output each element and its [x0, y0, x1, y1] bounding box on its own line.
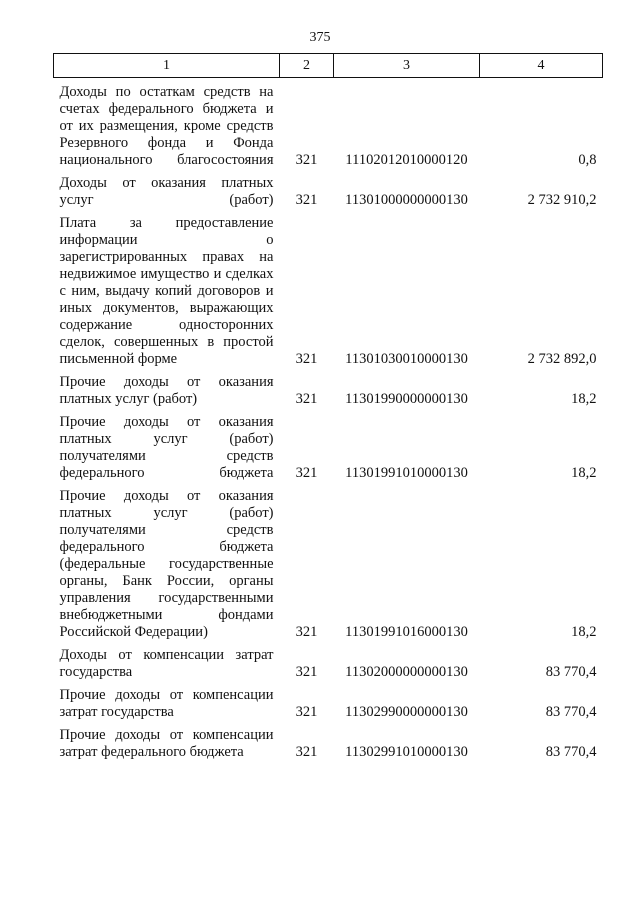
row-name: Доходы по остаткам средств на счетах федерального бюджета и от их размещения, кроме средств Резервного фонда и Фонда национального благосостояния: [59, 84, 274, 168]
revenue-table: [53, 53, 603, 767]
row-name: Плата за предоставление информации о зарегистрированных правах на недвижимое имущество и сделках с ним, выдачу копий договоров и иных документов, выражающих содержание односторонних сделок, совершенных в простой письменной форме: [59, 215, 274, 367]
row-kbk-code: 11301990000000130: [345, 391, 468, 407]
row-kbk-code: 11301991016000130: [345, 624, 468, 640]
table-row: [54, 727, 603, 767]
table-row: [54, 488, 603, 647]
row-amount: 83 770,4: [545, 744, 597, 760]
row-amount: 0,8: [578, 152, 597, 168]
row-kbk-code: 11302990000000130: [345, 704, 468, 720]
row-amount: 83 770,4: [545, 664, 597, 680]
table-row: [54, 215, 603, 374]
row-admin-code: 321: [295, 391, 318, 407]
table-row: [54, 78, 603, 176]
row-name: Прочие доходы от оказания платных услуг (работ) получателями средств федерального бюджета (федеральные государственные органы, Банк России, органы управления государственными внебюджетными фондами Российской Федерации): [59, 488, 274, 640]
row-kbk-code: 11301000000000130: [345, 192, 468, 208]
row-amount: 18,2: [571, 391, 597, 407]
row-admin-code: 321: [295, 624, 318, 640]
row-admin-code: 321: [295, 744, 318, 760]
row-admin-code: 321: [295, 351, 318, 367]
row-kbk-code: 11302991010000130: [345, 744, 468, 760]
row-kbk-code: 11301991010000130: [345, 465, 468, 481]
table-row: [54, 414, 603, 488]
row-kbk-code: 11302000000000130: [345, 664, 468, 680]
column-header-2: 2: [280, 54, 334, 78]
row-name: Доходы от оказания платных услуг (работ): [59, 175, 274, 208]
row-admin-code: 321: [295, 704, 318, 720]
row-amount: 2 732 910,2: [527, 192, 597, 208]
row-amount: 83 770,4: [545, 704, 597, 720]
row-kbk-code: 11301030010000130: [345, 351, 468, 367]
row-name: Прочие доходы от оказания платных услуг (работ) получателями средств федерального бюджета: [59, 414, 274, 481]
row-admin-code: 321: [295, 465, 318, 481]
column-header-1: 1: [54, 54, 280, 78]
row-admin-code: 321: [295, 152, 318, 168]
column-header-3: 3: [334, 54, 480, 78]
page-number: 375: [309, 30, 331, 45]
row-admin-code: 321: [295, 664, 318, 680]
row-name: Прочие доходы от компенсации затрат федерального бюджета: [59, 727, 274, 760]
row-amount: 2 732 892,0: [527, 351, 597, 367]
row-name: Доходы от компенсации затрат государства: [59, 647, 274, 680]
table-row: [54, 687, 603, 727]
column-header-4: 4: [480, 54, 603, 78]
table-row: [54, 647, 603, 687]
row-amount: 18,2: [571, 624, 597, 640]
row-name: Прочие доходы от компенсации затрат государства: [59, 687, 274, 720]
row-kbk-code: 11102012010000120: [345, 152, 468, 168]
row-name: Прочие доходы от оказания платных услуг (работ): [59, 374, 274, 407]
row-admin-code: 321: [295, 192, 318, 208]
table-row: [54, 175, 603, 215]
row-amount: 18,2: [571, 465, 597, 481]
table-header-row: [54, 54, 603, 78]
table-row: [54, 374, 603, 414]
